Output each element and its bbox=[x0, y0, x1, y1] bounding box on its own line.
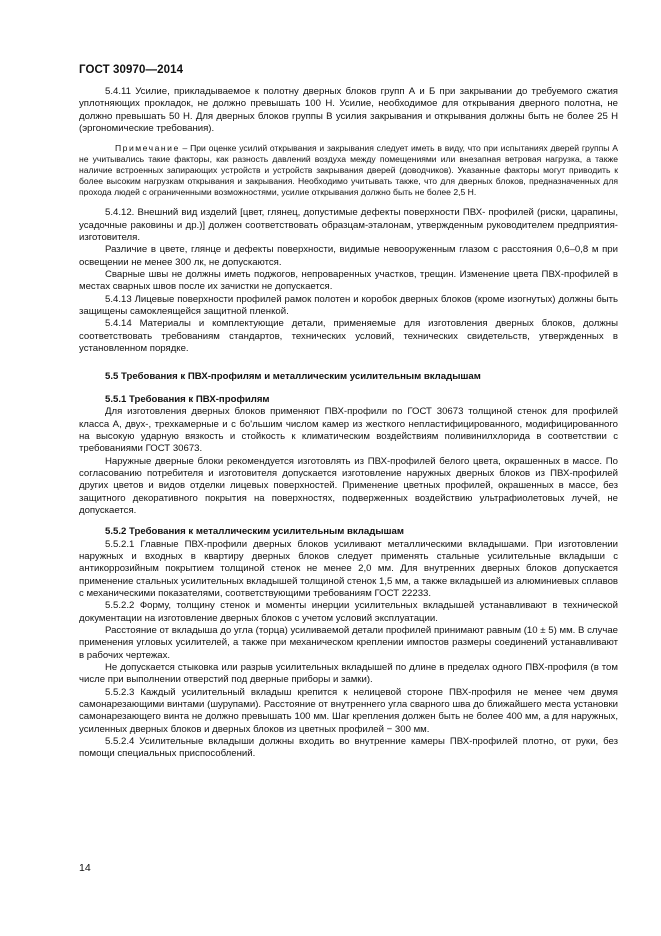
paragraph-pvc-profiles: Для изготовления дверных блоков применяют ПВХ-профили по ГОСТ 30673 толщиной стенок для профилей класса А, двух-, трехкамерные и с бо'льшим числом камер из жесткого непластифицированного, модифицированного на высокую ударную вязкость и стойкость к климатическим воздействиям поливинилхлорида в соответствии с требованиями ГОСТ 30673. bbox=[79, 406, 618, 455]
paragraph-welds: Сварные швы не должны иметь поджогов, непроваренных участков, трещин. Изменение цвета ПВХ-профилей в местах сварных швов после их зачистки не допускается. bbox=[79, 269, 618, 293]
subsection-heading-5-5-2: 5.5.2 Требования к металлическим усилительным вкладышам bbox=[105, 526, 404, 538]
note-text: – При оценке усилий открывания и закрывания следует иметь в виду, что при испытаниях дверей группы А не учитывались такие факторы, как разность давлений воздуха между помещениями или внезапная ветровая нагрузка, а также наличие встроенных запирающих устройств и устройств закрывания дверей (доводчиков). Указанные факторы могут приводить к более высоким нагрузкам открывания и закрывания. Необходимо учитывать также, что для дверных блоков, предназначенных для прохода людей с ограниченными возможностями, усилие открывания должно быть не более 2,5 Н. bbox=[79, 143, 618, 198]
paragraph-5-4-14: 5.4.14 Материалы и комплектующие детали, применяемые для изготовления дверных блоков, должны соответствовать требованиям стандартов, технических условий, технических свидетельств, утвержденных в установленном порядке. bbox=[79, 318, 618, 355]
paragraph-no-joints: Не допускается стыковка или разрыв усилительных вкладышей по длине в пределах одного ПВХ-профиля (в том числе при выполнении отверстий под дверные приборы и замки). bbox=[79, 662, 618, 686]
page-header: ГОСТ 30970—2014 bbox=[79, 64, 184, 76]
paragraph-5-5-2-2: 5.5.2.2 Форму, толщину стенок и моменты инерции усилительных вкладышей устанавливают в технической документации на изготовление дверных блоков с учетом условий эксплуатации. bbox=[79, 600, 618, 624]
paragraph-5-4-12: 5.4.12. Внешний вид изделий [цвет, глянец, допустимые дефекты поверхности ПВХ- профилей (риски, царапины, усадочные раковины и др.)] должен соответствовать образцам-эталонам, утвержденным руководителем предприятия-изготовителя. bbox=[79, 207, 618, 244]
paragraph-5-5-2-3: 5.5.2.3 Каждый усилительный вкладыш крепится к нелицевой стороне ПВХ-профиля не менее чем двумя самонарезающими винтами (шурупами). Расстояние от внутреннего угла сварного шва до ближайшего места установки самонарезающего винта не должно превышать 100 мм. Шаг крепления должен быть не более 400 мм, а для наружных, усиленных дверных блоков и дверных блоков из цветных профилей − 300 мм. bbox=[79, 686, 618, 735]
paragraph-color-difference: Различие в цвете, глянце и дефекты поверхности, видимые невооруженным глазом с расстояния 0,6–0,8 м при освещении не менее 300 лк, не допускаются. bbox=[79, 244, 618, 268]
paragraph-insert-distance: Расстояние от вкладыша до угла (торца) усиливаемой детали профилей принимают равным (10 ± 5) мм. В случае применения угловых усилителей, а также при механическом креплении импостов размеры соединений устанавливают в рабочих чертежах. bbox=[79, 625, 618, 661]
paragraph-external-doors: Наружные дверные блоки рекомендуется изготовлять из ПВХ-профилей белого цвета, окрашенных в массе. По согласованию потребителя и изготовителя допускается изготовление наружных дверных блоков из ПВХ-профилей других цветов и видов отделки лицевых поверхностей. Применение цветных профилей, окрашенных в массе, без защитного декоративного покрытия на поверхностях, подверженных воздействию ультрафиолетовых лучей, не допускается. bbox=[79, 455, 618, 516]
paragraph-5-5-2-1: 5.5.2.1 Главные ПВХ-профили дверных блоков усиливают металлическими вкладышами. При изготовлении наружных и входных в квартиру дверных блоков следует применять стальные усилительные вкладыши с антикоррозийным покрытием толщиной стенок не менее 2,0 мм. Для внутренних дверных блоков допускается применение стальных усилительных вкладышей толщиной стенок 1,5 мм, а также вкладышей из алюминиевых сплавов с механическими показателями, соответствующими требованиям ГОСТ 22233. bbox=[79, 538, 618, 599]
paragraph-5-4-11: 5.4.11 Усилие, прикладываемое к полотну дверных блоков групп А и Б при закрывании до требуемого сжатия уплотняющих прокладок, не должно превышать 100 Н. Усилие, необходимое для открывания дверного полотна, не должно превышать 50 Н. Для дверных блоков группы В усилия закрывания и открывания должны быть не более 25 Н (эргономические требования). bbox=[79, 86, 618, 135]
paragraph-5-4-13: 5.4.13 Лицевые поверхности профилей рамок полотен и коробок дверных блоков (кроме изогнутых) должны быть защищены самоклеящейся защитной пленкой. bbox=[79, 293, 618, 318]
note bbox=[79, 143, 618, 198]
note-label: Примечание bbox=[115, 143, 180, 154]
page-body bbox=[79, 86, 618, 761]
page-number: 14 bbox=[79, 862, 91, 874]
subsection-heading-5-5-1: 5.5.1 Требования к ПВХ-профилям bbox=[105, 393, 270, 405]
paragraph-5-5-2-4: 5.5.2.4 Усилительные вкладыши должны входить во внутренние камеры ПВХ-профилей плотно, от руки, без помощи специальных приспособлений. bbox=[79, 736, 618, 760]
section-heading-5-5: 5.5 Требования к ПВХ-профилям и металлическим усилительным вкладышам bbox=[105, 370, 481, 382]
